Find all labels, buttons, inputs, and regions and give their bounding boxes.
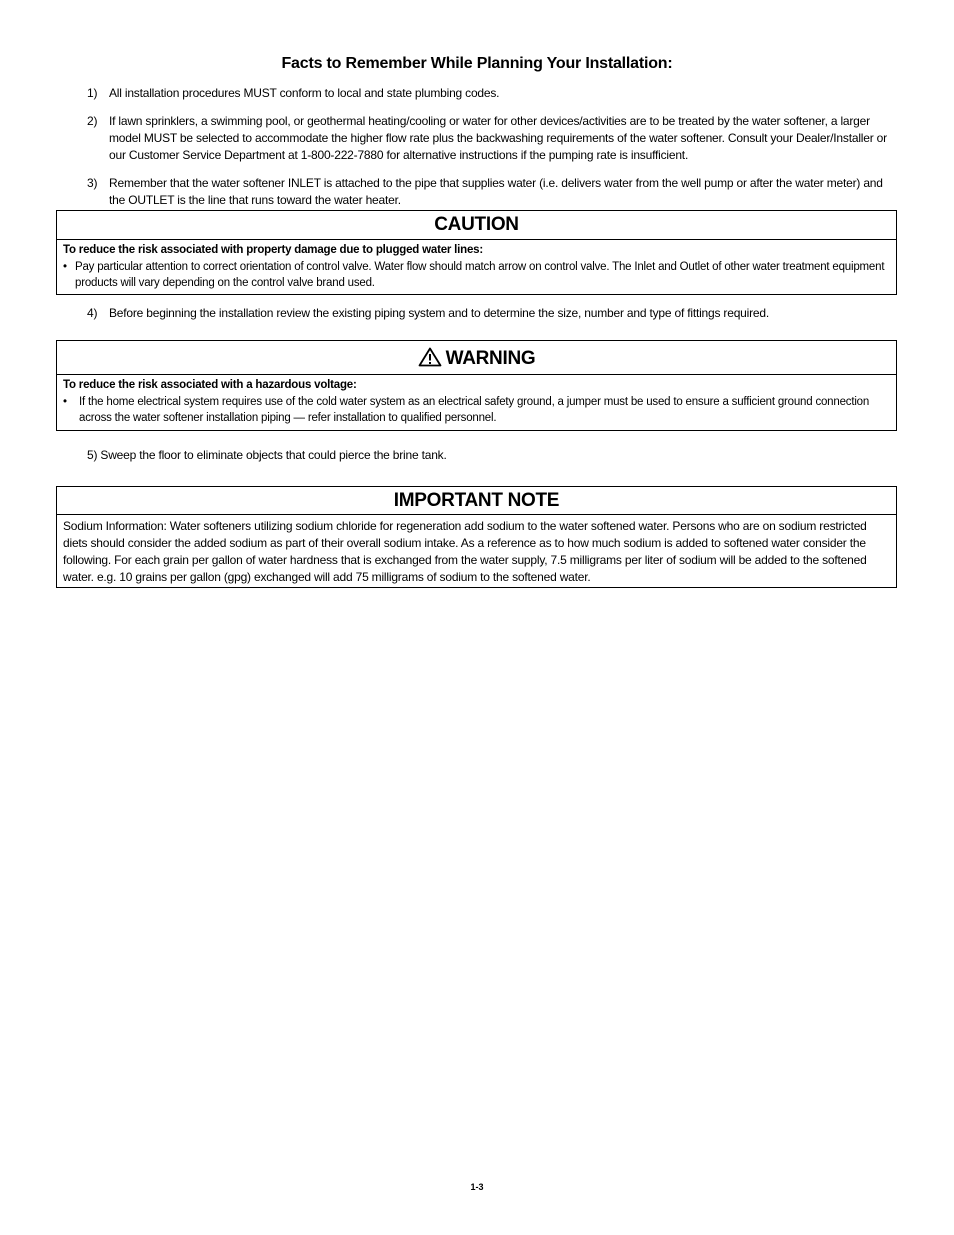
- item-text: All installation procedures MUST conform to local and state plumbing codes.: [109, 86, 500, 100]
- list-item: [87, 305, 898, 322]
- list-item: [87, 113, 898, 164]
- important-note-box: [56, 486, 897, 588]
- important-note-text: Sodium Information: Water softeners utilizing sodium chloride for regeneration add sodium to the water softened water. Persons who are on sodium restricted diets should consider the added sodium as part of their overall sodium intake. As a reference as to how much sodium is added to softened water consider the following. For each grain per gallon of water hardness that is exchanged from the water supply, 7.5 milligrams per liter of sodium will be added to the softened water. e.g. 10 grains per gallon (gpg) exchanged will add 75 milligrams of sodium to the softened water.: [63, 519, 867, 584]
- item-number: 4): [87, 306, 98, 320]
- warning-triangle-icon: [418, 344, 442, 380]
- item-text: Remember that the water softener INLET is attached to the pipe that supplies water (i.e. delivers water from the well pump or after the water meter) and the OUTLET is the line that runs toward the water heater.: [109, 176, 883, 207]
- warning-body: [57, 375, 896, 430]
- caution-heading: CAUTION: [57, 211, 896, 240]
- item-text: If lawn sprinklers, a swimming pool, or geothermal heating/cooling or water for other devices/activities are to be treated by the water softener, a larger model MUST be selected to accommodate the higher flow rate plus the backwashing requirements of the water softener. Consult your Dealer/Installer or our Customer Service Department at 1-800-222-7880 for alternative instructions if the pumping rate is insufficient.: [109, 114, 887, 162]
- page-number: 1-3: [470, 1182, 484, 1192]
- list-item: [87, 447, 898, 464]
- item-number: 1): [87, 86, 98, 100]
- item-number: 3): [87, 176, 98, 190]
- caution-lead: To reduce the risk associated with property damage due to plugged water lines:: [63, 244, 484, 256]
- item-number: 2): [87, 114, 98, 128]
- bullet-symbol: •: [63, 395, 67, 408]
- important-note-heading: IMPORTANT NOTE: [57, 487, 896, 515]
- warning-box: [56, 340, 897, 431]
- list-item: [87, 175, 898, 209]
- warning-header: [57, 341, 896, 375]
- section-title: Facts to Remember While Planning Your Installation:: [281, 55, 673, 72]
- warning-lead: To reduce the risk associated with a hazardous voltage:: [63, 379, 357, 391]
- warning-bullet-text: If the home electrical system requires use of the cold water system as an electrical safety ground, a jumper must be used to ensure a sufficient ground connection across the water softener installation piping — refer installation to qualified personnel.: [79, 395, 870, 424]
- item-text: 5) Sweep the floor to eliminate objects that could pierce the brine tank.: [87, 448, 447, 462]
- caution-bullet: [63, 259, 890, 292]
- caution-box: [56, 210, 897, 295]
- warning-heading: WARNING: [445, 348, 536, 369]
- bullet-symbol: •: [63, 260, 67, 273]
- warning-bullet: [63, 394, 890, 427]
- caution-body: [57, 240, 896, 295]
- list-item: [87, 85, 898, 102]
- caution-bullet-text: Pay particular attention to correct orientation of control valve. Water flow should match arrow on control valve. The Inlet and Outlet of other water treatment equipment products will vary depending on the control valve brand used.: [75, 260, 885, 289]
- item-text: Before beginning the installation review the existing piping system and to determine the size, number and type of fittings required.: [109, 306, 769, 320]
